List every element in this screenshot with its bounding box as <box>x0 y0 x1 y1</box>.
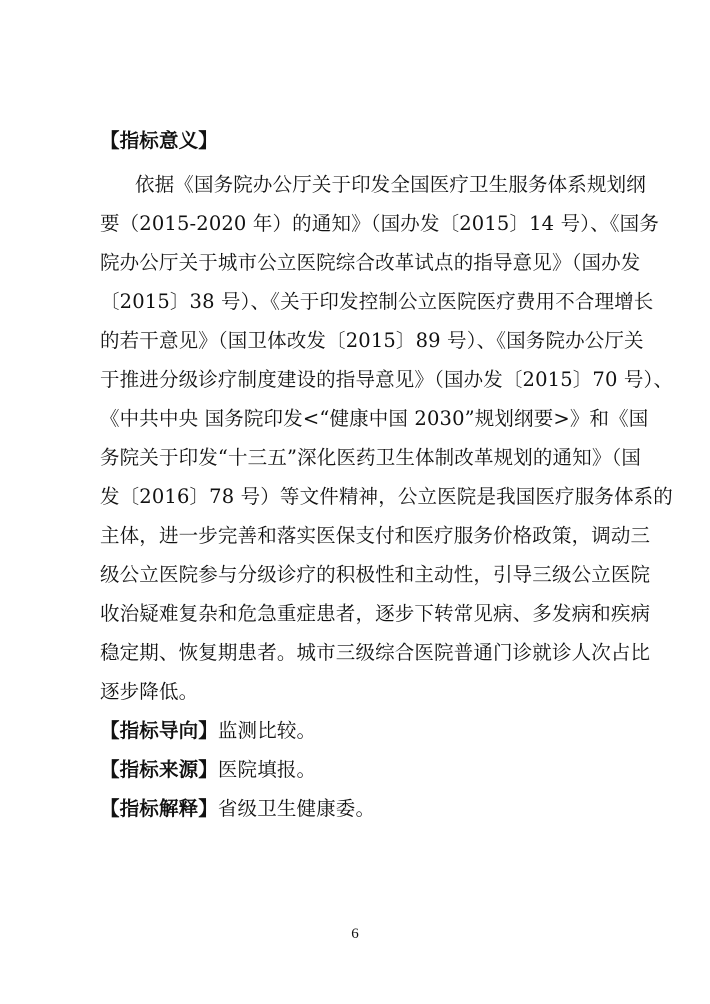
heading-meaning-label: 【指标意义】 <box>100 129 218 152</box>
meaning-line-8: 务院关于印发“十三五”深化医药卫生体制改革规划的通知》（国 <box>100 446 642 469</box>
meaning-line-7: 《中共中央 国务院印发<“健康中国 2030”规划纲要>》和《国 <box>100 407 649 430</box>
meaning-line-3: 院办公厅关于城市公立医院综合改革试点的指导意见》（国办发 <box>100 251 641 274</box>
meaning-line-14: 逐步降低。 <box>100 680 199 703</box>
meaning-line-10: 主体，进一步完善和落实医保支付和医疗服务价格政策，调动三 <box>100 524 651 547</box>
meaning-line-6: 于推进分级诊疗制度建设的指导意见》（国办发〔2015〕70 号）、 <box>100 368 674 391</box>
meaning-line-1: 依据《国务院办公厅关于印发全国医疗卫生服务体系规划纲 <box>135 173 646 196</box>
section-heading-meaning <box>100 128 620 154</box>
meaning-line-13: 稳定期、恢复期患者。城市三级综合医院普通门诊就诊人次占比 <box>100 641 651 664</box>
page-number: 6 <box>351 926 359 942</box>
heading-direction-label: 【指标导向】 <box>100 719 218 742</box>
meaning-line-5: 的若干意见》（国卫体改发〔2015〕89 号）、《国务院办公厅关 <box>100 329 644 352</box>
direction-value: 监测比较。 <box>217 719 317 742</box>
meaning-line-4: 〔2015〕38 号）、《关于印发控制公立医院医疗费用不合理增长 <box>100 290 654 313</box>
direction-paragraph <box>100 718 620 744</box>
meaning-line-2: 要（2015-2020 年）的通知》（国办发〔2015〕14 号）、《国务 <box>100 212 659 235</box>
interpretation-value: 省级卫生健康委。 <box>217 797 376 820</box>
source-value: 医院填报。 <box>217 758 317 781</box>
heading-interpretation-label: 【指标解释】 <box>100 797 218 820</box>
source-paragraph <box>100 757 620 783</box>
meaning-line-12: 收治疑难复杂和危急重症患者，逐步下转常见病、多发病和疾病 <box>100 602 651 625</box>
meaning-line-9: 发〔2016〕78 号）等文件精神，公立医院是我国医疗服务体系的 <box>100 485 673 508</box>
interpretation-paragraph <box>100 796 620 822</box>
meaning-line-11: 级公立医院参与分级诊疗的积极性和主动性，引导三级公立医院 <box>100 563 651 586</box>
heading-source-label: 【指标来源】 <box>100 758 218 781</box>
